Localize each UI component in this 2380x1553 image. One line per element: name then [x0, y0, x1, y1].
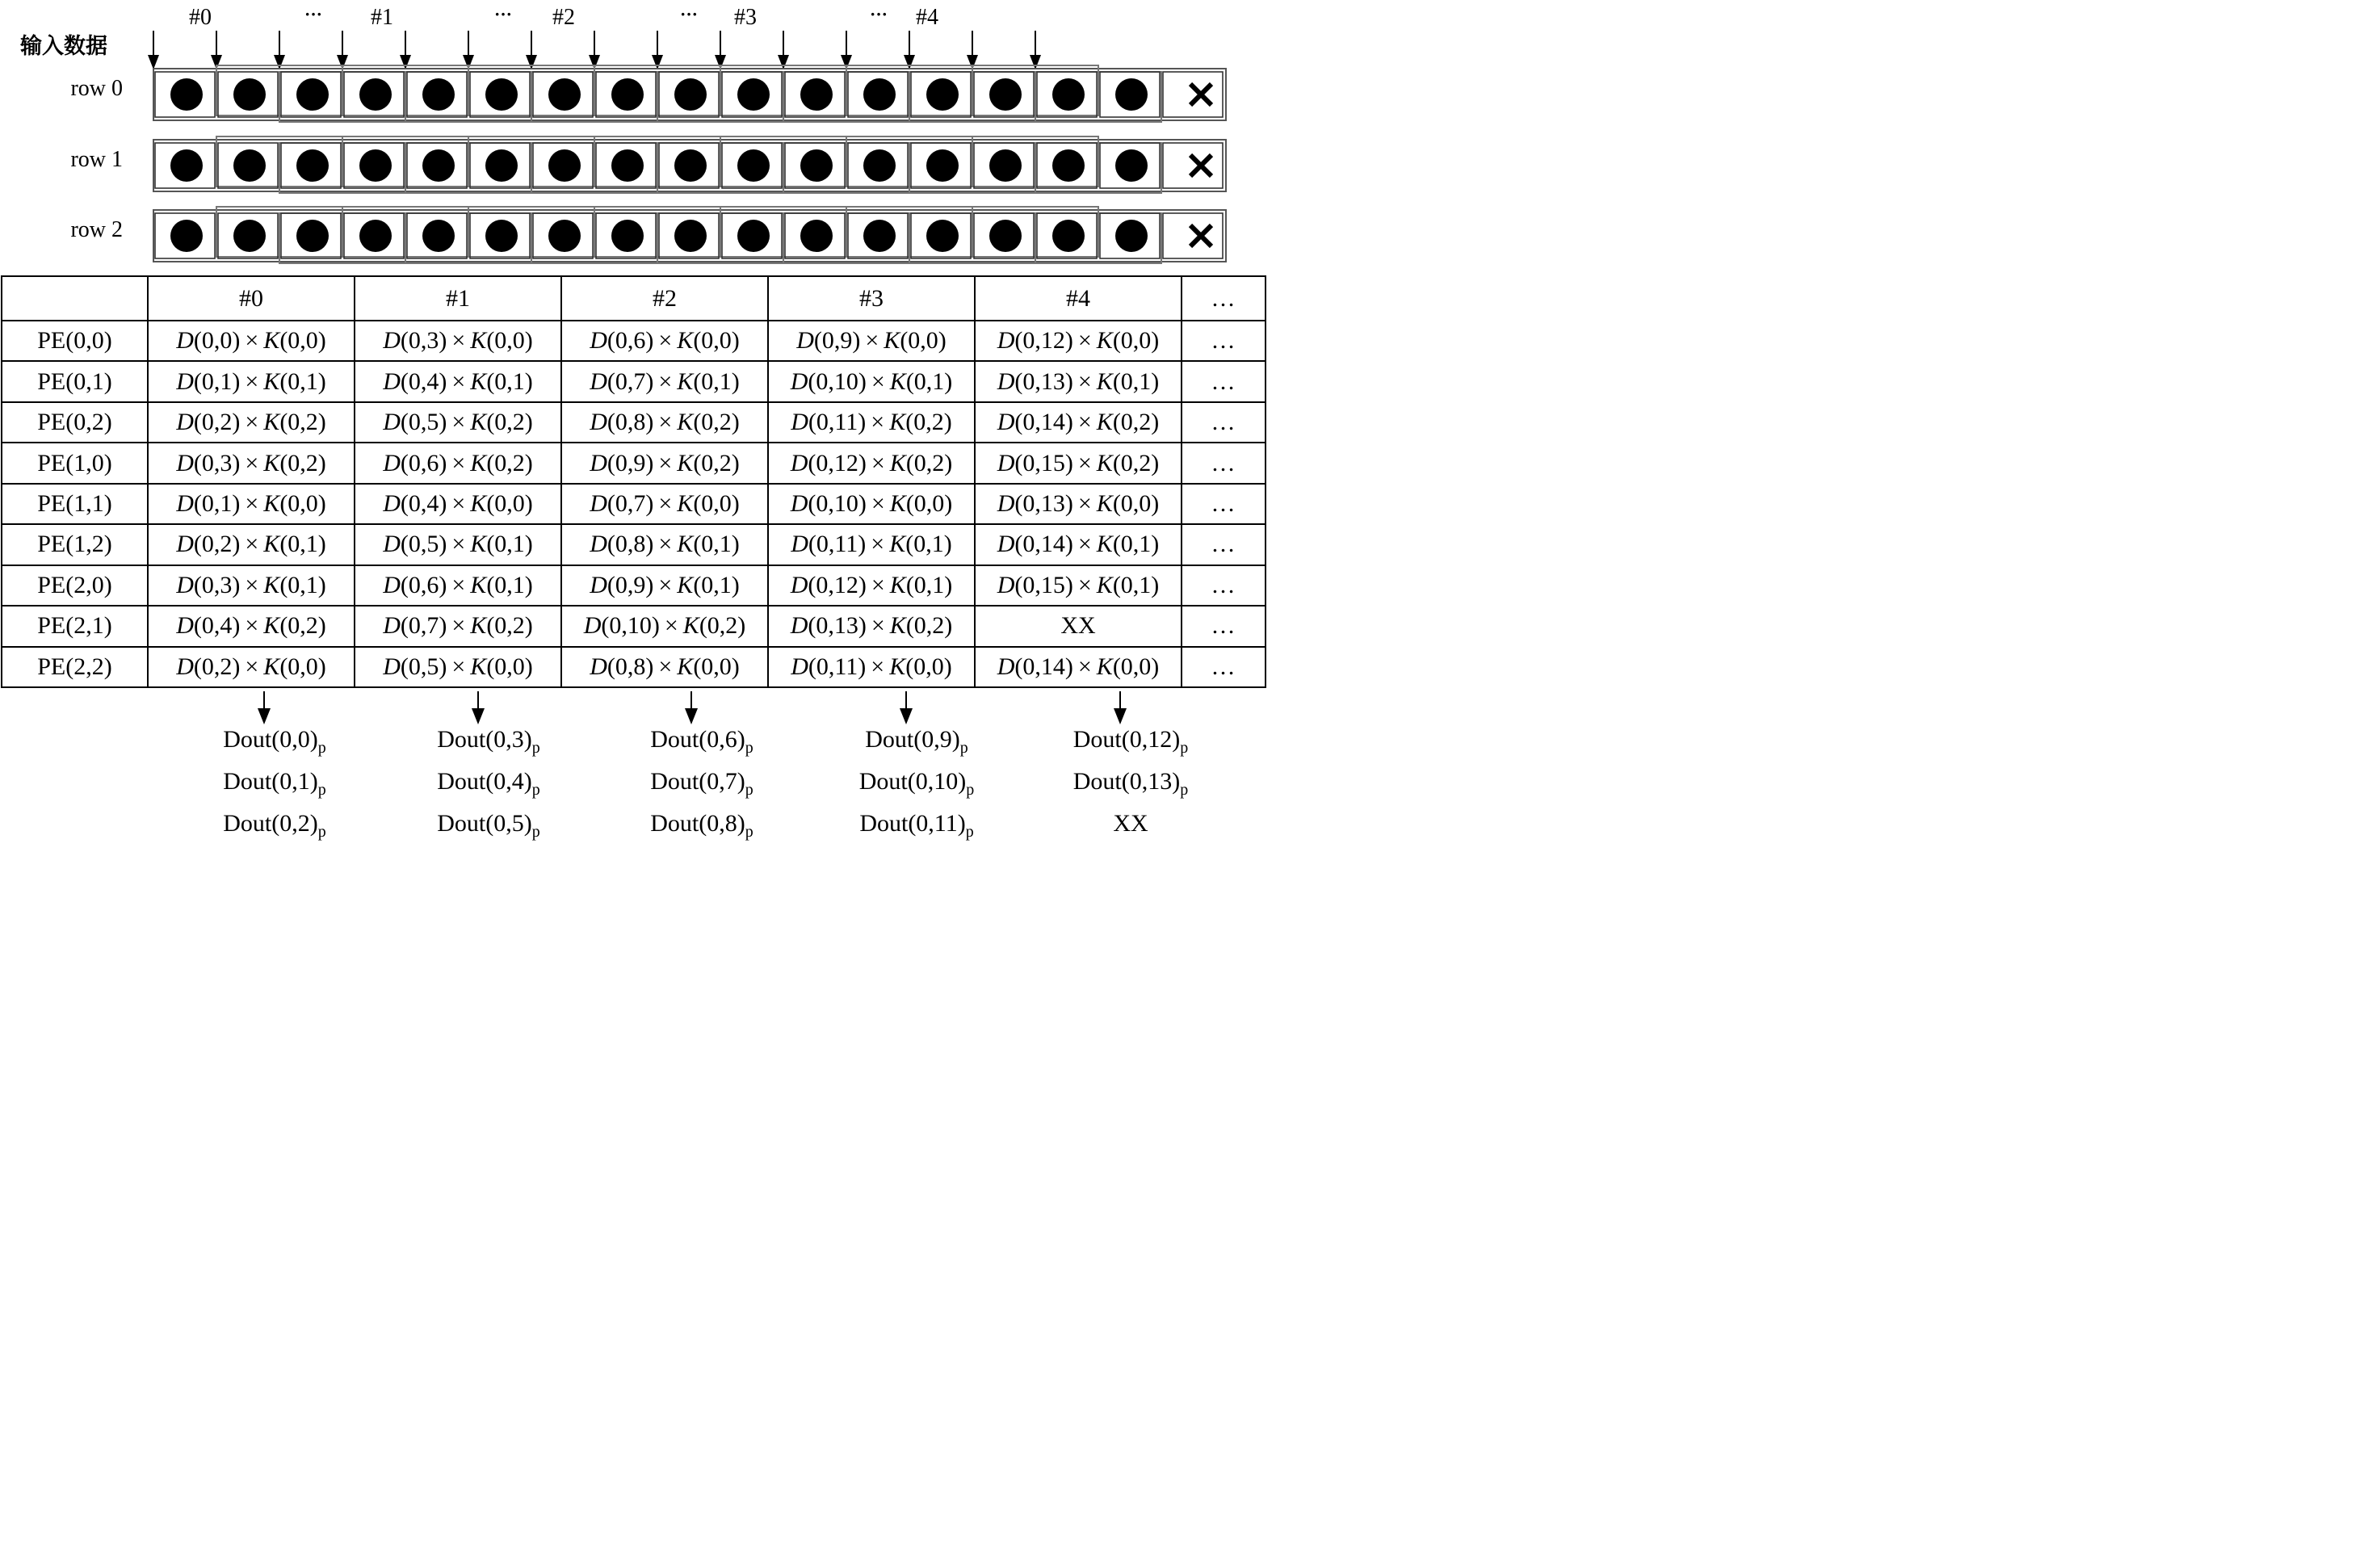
data-dot — [863, 149, 896, 182]
output-value: $Dout(0,0)_p$ — [223, 726, 326, 757]
output-value: XX — [1113, 810, 1148, 837]
data-dot — [1115, 78, 1148, 111]
product-cell: D(0,10) × K(0,1) — [768, 361, 975, 401]
more-cell: … — [1182, 361, 1266, 401]
data-dot — [170, 220, 203, 252]
product-cell: D(0,9) × K(0,2) — [561, 443, 768, 483]
pe-label: PE(0,0) — [2, 321, 148, 361]
cell-box — [1163, 143, 1223, 188]
down-arrow — [904, 31, 915, 69]
down-arrow — [258, 691, 271, 724]
cross-icon — [1190, 155, 1211, 176]
data-dot — [989, 220, 1022, 252]
data-dot — [485, 78, 518, 111]
data-dot — [989, 78, 1022, 111]
pe-label: PE(1,1) — [2, 484, 148, 524]
product-cell: D(0,13) × K(0,2) — [768, 606, 975, 646]
product-cell: D(0,13) × K(0,0) — [975, 484, 1182, 524]
product-cell: D(0,10) × K(0,0) — [768, 484, 975, 524]
data-dot — [233, 78, 266, 111]
output-list — [1046, 723, 1215, 840]
data-dot — [1115, 149, 1148, 182]
data-dot — [800, 220, 833, 252]
column-header: … — [1182, 276, 1266, 321]
table-row — [2, 565, 1266, 606]
product-cell: D(0,10) × K(0,2) — [561, 606, 768, 646]
output-value: $Dout(0,4)_p$ — [437, 768, 540, 799]
data-dot — [674, 220, 707, 252]
product-cell: D(0,8) × K(0,1) — [561, 524, 768, 565]
pe-label: PE(0,2) — [2, 402, 148, 443]
row-label: row 0 — [70, 76, 123, 101]
product-cell: D(0,7) × K(0,2) — [355, 606, 561, 646]
data-dot — [422, 78, 455, 111]
data-dot — [422, 220, 455, 252]
data-dot — [548, 149, 581, 182]
output-list — [190, 723, 359, 849]
window-labels — [189, 5, 938, 30]
more-cell: … — [1182, 647, 1266, 688]
pe-schedule-table — [1, 275, 1266, 688]
cell-box — [1163, 213, 1223, 258]
row-label: row 1 — [70, 147, 123, 172]
down-arrow — [1114, 691, 1127, 724]
product-cell: D(0,15) × K(0,1) — [975, 565, 1182, 606]
product-cell: D(0,12) × K(0,1) — [768, 565, 975, 606]
down-arrow — [463, 31, 474, 69]
data-dot — [989, 149, 1022, 182]
down-arrow — [337, 31, 348, 69]
product-cell: D(0,14) × K(0,2) — [975, 402, 1182, 443]
data-dot — [422, 149, 455, 182]
product-cell: D(0,6) × K(0,2) — [355, 443, 561, 483]
ellipsis: ··· — [869, 4, 888, 24]
header-corner — [2, 276, 148, 321]
window-label: #2 — [552, 5, 575, 30]
data-dot — [296, 220, 329, 252]
data-dot — [170, 149, 203, 182]
data-dot — [1052, 149, 1085, 182]
data-dot — [485, 220, 518, 252]
pe-label: PE(2,2) — [2, 647, 148, 688]
product-cell: D(0,2) × K(0,2) — [148, 402, 355, 443]
product-cell: D(0,13) × K(0,1) — [975, 361, 1182, 401]
product-cell: D(0,3) × K(0,2) — [148, 443, 355, 483]
input-arrows — [148, 31, 1041, 69]
data-dot — [359, 78, 392, 111]
product-cell: D(0,7) × K(0,1) — [561, 361, 768, 401]
down-arrow — [526, 31, 537, 69]
data-dot — [1052, 220, 1085, 252]
down-arrow — [841, 31, 852, 69]
down-arrow — [400, 31, 411, 69]
data-dot — [800, 78, 833, 111]
product-cell: D(0,2) × K(0,0) — [148, 647, 355, 688]
more-cell: … — [1182, 565, 1266, 606]
table-row — [2, 606, 1266, 646]
product-cell: D(0,4) × K(0,2) — [148, 606, 355, 646]
data-dot — [737, 78, 770, 111]
down-arrow — [472, 691, 485, 724]
pe-label: PE(1,0) — [2, 443, 148, 483]
down-arrow — [715, 31, 726, 69]
product-cell: D(0,3) × K(0,1) — [148, 565, 355, 606]
product-cell: D(0,8) × K(0,0) — [561, 647, 768, 688]
table-row — [2, 524, 1266, 565]
column-header: #2 — [561, 276, 768, 321]
more-cell: … — [1182, 606, 1266, 646]
output-value: $Dout(0,6)_p$ — [650, 726, 753, 757]
product-cell: D(0,2) × K(0,1) — [148, 524, 355, 565]
data-dot — [359, 220, 392, 252]
more-cell: … — [1182, 402, 1266, 443]
product-cell: D(0,14) × K(0,0) — [975, 647, 1182, 688]
product-cell: D(0,0) × K(0,0) — [148, 321, 355, 361]
data-dot — [926, 78, 959, 111]
data-dot — [296, 149, 329, 182]
product-cell: D(0,4) × K(0,1) — [355, 361, 561, 401]
product-cell: D(0,6) × K(0,1) — [355, 565, 561, 606]
more-cell: … — [1182, 484, 1266, 524]
product-cell: XX — [975, 606, 1182, 646]
product-cell: D(0,6) × K(0,0) — [561, 321, 768, 361]
cell-box — [1163, 72, 1223, 117]
column-header: #0 — [148, 276, 355, 321]
output-value: $Dout(0,1)_p$ — [223, 768, 326, 799]
down-arrow — [1030, 31, 1041, 69]
output-list — [832, 723, 1001, 849]
data-dot — [863, 78, 896, 111]
cross-icon — [1190, 225, 1211, 246]
data-dot — [548, 78, 581, 111]
product-cell: D(0,1) × K(0,1) — [148, 361, 355, 401]
pe-label: PE(1,2) — [2, 524, 148, 565]
output-value: $Dout(0,8)_p$ — [650, 810, 753, 841]
invalid-markers — [1190, 84, 1211, 246]
data-dot — [233, 149, 266, 182]
output-value: $Dout(0,11)_p$ — [859, 810, 974, 841]
table-row — [2, 402, 1266, 443]
output-value: $Dout(0,13)_p$ — [1072, 768, 1189, 799]
table-row — [2, 647, 1266, 688]
data-dot — [926, 220, 959, 252]
data-dot — [737, 220, 770, 252]
input-data-diagram — [0, 0, 1266, 275]
down-arrow — [148, 31, 159, 69]
data-dot — [611, 220, 644, 252]
data-dot — [863, 220, 896, 252]
table-row — [2, 361, 1266, 401]
window-label: #3 — [734, 5, 757, 30]
product-cell: D(0,4) × K(0,0) — [355, 484, 561, 524]
down-arrow — [652, 31, 663, 69]
row-labels — [70, 76, 123, 242]
row-label: row 2 — [70, 217, 123, 242]
data-dot — [737, 149, 770, 182]
output-value: $Dout(0,5)_p$ — [437, 810, 540, 841]
data-dot — [485, 149, 518, 182]
data-dot — [611, 78, 644, 111]
pe-label: PE(2,0) — [2, 565, 148, 606]
output-value: $Dout(0,10)_p$ — [858, 768, 975, 799]
more-cell: … — [1182, 321, 1266, 361]
product-cell: D(0,8) × K(0,2) — [561, 402, 768, 443]
ellipsis: ··· — [493, 4, 513, 24]
product-cell: D(0,14) × K(0,1) — [975, 524, 1182, 565]
output-list — [404, 723, 573, 849]
product-cell: D(0,9) × K(0,1) — [561, 565, 768, 606]
column-header: #4 — [975, 276, 1182, 321]
down-arrow — [685, 691, 698, 724]
product-cell: D(0,11) × K(0,1) — [768, 524, 975, 565]
window-label: #4 — [916, 5, 938, 30]
product-cell: D(0,11) × K(0,0) — [768, 647, 975, 688]
product-cell: D(0,11) × K(0,2) — [768, 402, 975, 443]
more-cell: … — [1182, 524, 1266, 565]
product-cell: D(0,5) × K(0,2) — [355, 402, 561, 443]
data-dot — [170, 78, 203, 111]
product-cell: D(0,1) × K(0,0) — [148, 484, 355, 524]
down-arrow — [589, 31, 600, 69]
data-dot — [296, 78, 329, 111]
product-cell: D(0,7) × K(0,0) — [561, 484, 768, 524]
down-arrow — [778, 31, 789, 69]
pe-label: PE(2,1) — [2, 606, 148, 646]
pe-label: PE(0,1) — [2, 361, 148, 401]
column-header: #1 — [355, 276, 561, 321]
table-body — [2, 321, 1266, 687]
down-arrow — [967, 31, 978, 69]
window-label: #0 — [189, 5, 212, 30]
input-data-label: 输入数据 — [20, 34, 107, 59]
data-dot — [674, 149, 707, 182]
data-dot — [1052, 78, 1085, 111]
output-value: $Dout(0,9)_p$ — [865, 726, 968, 757]
ellipsis: ··· — [304, 4, 323, 24]
product-cell: D(0,15) × K(0,2) — [975, 443, 1182, 483]
data-dot — [926, 149, 959, 182]
output-value: $Dout(0,3)_p$ — [437, 726, 540, 757]
column-header: #3 — [768, 276, 975, 321]
product-cell: D(0,5) × K(0,1) — [355, 524, 561, 565]
table-row — [2, 484, 1266, 524]
data-dot — [674, 78, 707, 111]
data-dot — [611, 149, 644, 182]
product-cell: D(0,3) × K(0,0) — [355, 321, 561, 361]
window-label: #1 — [371, 5, 393, 30]
output-list — [617, 723, 787, 849]
product-cell: D(0,12) × K(0,0) — [975, 321, 1182, 361]
product-cell: D(0,5) × K(0,0) — [355, 647, 561, 688]
ellipsis: ··· — [679, 4, 699, 24]
data-dot — [359, 149, 392, 182]
product-cell: D(0,9) × K(0,0) — [768, 321, 975, 361]
output-value: $Dout(0,2)_p$ — [223, 810, 326, 841]
data-dot — [1115, 220, 1148, 252]
data-dot — [800, 149, 833, 182]
down-arrow — [900, 691, 913, 724]
table-header-row — [2, 276, 1266, 321]
output-value: $Dout(0,7)_p$ — [650, 768, 753, 799]
data-dot — [233, 220, 266, 252]
data-dot — [548, 220, 581, 252]
down-arrow — [211, 31, 222, 69]
more-cell: … — [1182, 443, 1266, 483]
output-value: $Dout(0,12)_p$ — [1072, 726, 1189, 757]
product-cell: D(0,12) × K(0,2) — [768, 443, 975, 483]
cross-icon — [1190, 84, 1211, 105]
down-arrow — [274, 31, 285, 69]
table-row — [2, 321, 1266, 361]
table-row — [2, 443, 1266, 483]
